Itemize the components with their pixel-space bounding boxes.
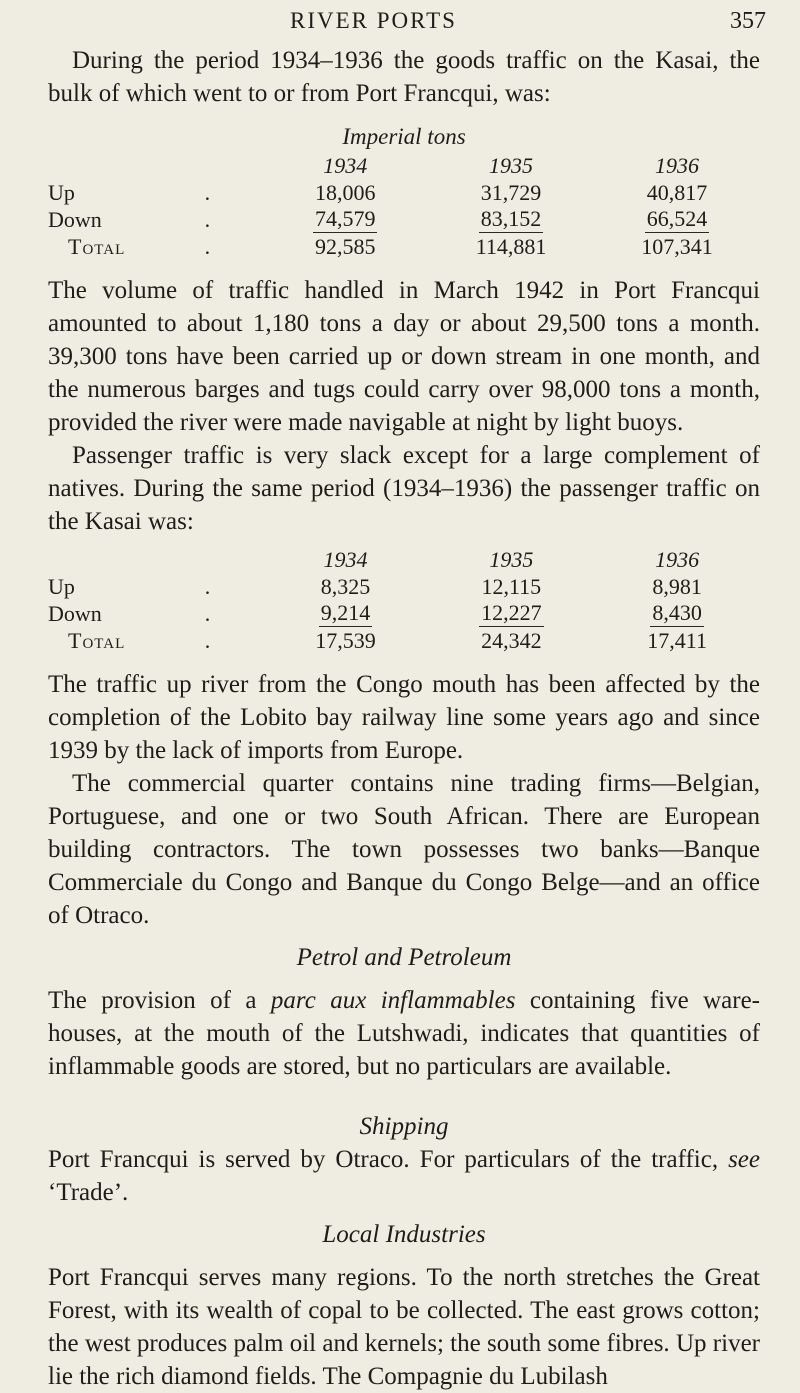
goods-year-header-row (48, 152, 760, 179)
row-label: Down (48, 600, 102, 626)
passenger-year-header-row (48, 546, 760, 573)
leader-dots: . (204, 233, 211, 259)
petrol-text-italic: parc aux inflammables (270, 987, 516, 1014)
industries-heading: Local Industries (322, 1221, 486, 1248)
passenger-traffic-table (48, 546, 760, 654)
running-title: RIVER PORTS (290, 8, 457, 33)
table-cell: 31,729 (480, 179, 542, 205)
year-header: 1936 (655, 546, 700, 572)
industries-paragraph: Port Francqui serves many regions. To the north stretches the Great Forest, with its wealth of copal to be collected. The east grows cotton; the west produces palm oil and kernels; the south some fibres. Up river lie the rich diamond fields. The Compagnie du Lubilash (48, 1264, 760, 1390)
goods-intro-paragraph: During the period 1934–1936 the goods traffic on the Kasai, the bulk of which went to or from Port Francqui, was: (48, 47, 760, 107)
leader-dots: . (204, 179, 211, 205)
congo-traffic-paragraph: The traffic up river from the Congo mouth has been affected by the completion of the Lobito bay railway line some years ago and since 1939 by the lack of imports from Europe. (48, 671, 760, 764)
passenger-paragraph: Passenger traffic is very slack except for a large complement of natives. During the same period (1934–1936) the passenger traffic on the Kasai was: (48, 442, 760, 535)
table-cell: 74,579 (314, 206, 376, 231)
table-cell: 9,214 (320, 600, 371, 625)
leader-dots: . (204, 573, 211, 599)
total-cell: 92,585 (314, 233, 376, 259)
row-label: Down (48, 206, 102, 232)
total-cell: 17,539 (315, 627, 376, 653)
running-head (0, 4, 800, 44)
year-header: 1936 (655, 152, 699, 178)
shipping-text-before: Port Francqui is served by Otraco. For particulars of the traffic, (48, 1146, 729, 1173)
table-cell: 8,430 (652, 600, 702, 625)
total-row (48, 627, 760, 654)
total-row (48, 233, 760, 260)
volume-paragraph: The volume of traffic handled in March 1942 in Port Francqui amounted to about 1,180 tons a day or about 29,500 tons a month. 39,300 tons have been carried up or down stream in one month, and the numerous barges and tugs could carry over 98,000 tons a month, provided the river were made navigable at night by light buoys. (48, 277, 760, 436)
table-row (48, 206, 760, 233)
page-number: 357 (730, 8, 766, 34)
petrol-text-after: containing five ware-houses, at the mouth of the Lutshwadi, indicates that quantities of inflammable goods are stored, but no particulars are available. (48, 987, 760, 1080)
year-header: 1935 (489, 152, 534, 178)
commercial-quarter-paragraph: The commercial quarter contains nine trading firms—Belgian, Portuguese, and one or two South African. There are European building contractors. The town possesses two banks—Banque Commerciale du Congo and Banque du Congo Belge—and an office of Otraco. (48, 770, 760, 929)
table-row (48, 573, 760, 600)
shipping-text-after: ‘Trade’. (48, 1179, 129, 1206)
goods-table-unit: Imperial tons (342, 124, 466, 149)
shipping-text-italic: see (728, 1146, 760, 1173)
page-body (48, 44, 760, 1393)
table-cell: 12,115 (481, 573, 542, 599)
total-cell: 17,411 (647, 627, 707, 653)
table-row (48, 600, 760, 627)
shipping-heading: Shipping (359, 1113, 449, 1140)
table-cell: 40,817 (646, 179, 708, 205)
petrol-paragraph (48, 984, 760, 1083)
row-label: Up (48, 179, 75, 205)
total-cell: 107,341 (641, 233, 713, 259)
table-cell: 8,981 (652, 573, 702, 599)
petrol-text-before: The provision of a (48, 987, 271, 1014)
total-cell: 114,881 (475, 233, 547, 259)
total-label: Total (68, 233, 126, 259)
year-header: 1935 (489, 546, 534, 572)
year-header: 1934 (323, 152, 368, 178)
total-cell: 24,342 (481, 627, 542, 653)
table-cell: 12,227 (481, 600, 542, 625)
table-cell: 66,524 (646, 206, 708, 231)
leader-dots: . (204, 206, 211, 232)
goods-traffic-table (48, 152, 760, 260)
shipping-paragraph (48, 1143, 760, 1209)
leader-dots: . (204, 627, 211, 653)
year-header: 1934 (323, 546, 368, 572)
leader-dots: . (204, 600, 211, 626)
table-cell: 83,152 (480, 206, 542, 231)
row-label: Up (48, 573, 75, 599)
petrol-heading: Petrol and Petroleum (296, 944, 512, 971)
table-cell: 18,006 (314, 179, 376, 205)
table-cell: 8,325 (320, 573, 371, 599)
table-row (48, 179, 760, 206)
total-label: Total (68, 627, 126, 653)
